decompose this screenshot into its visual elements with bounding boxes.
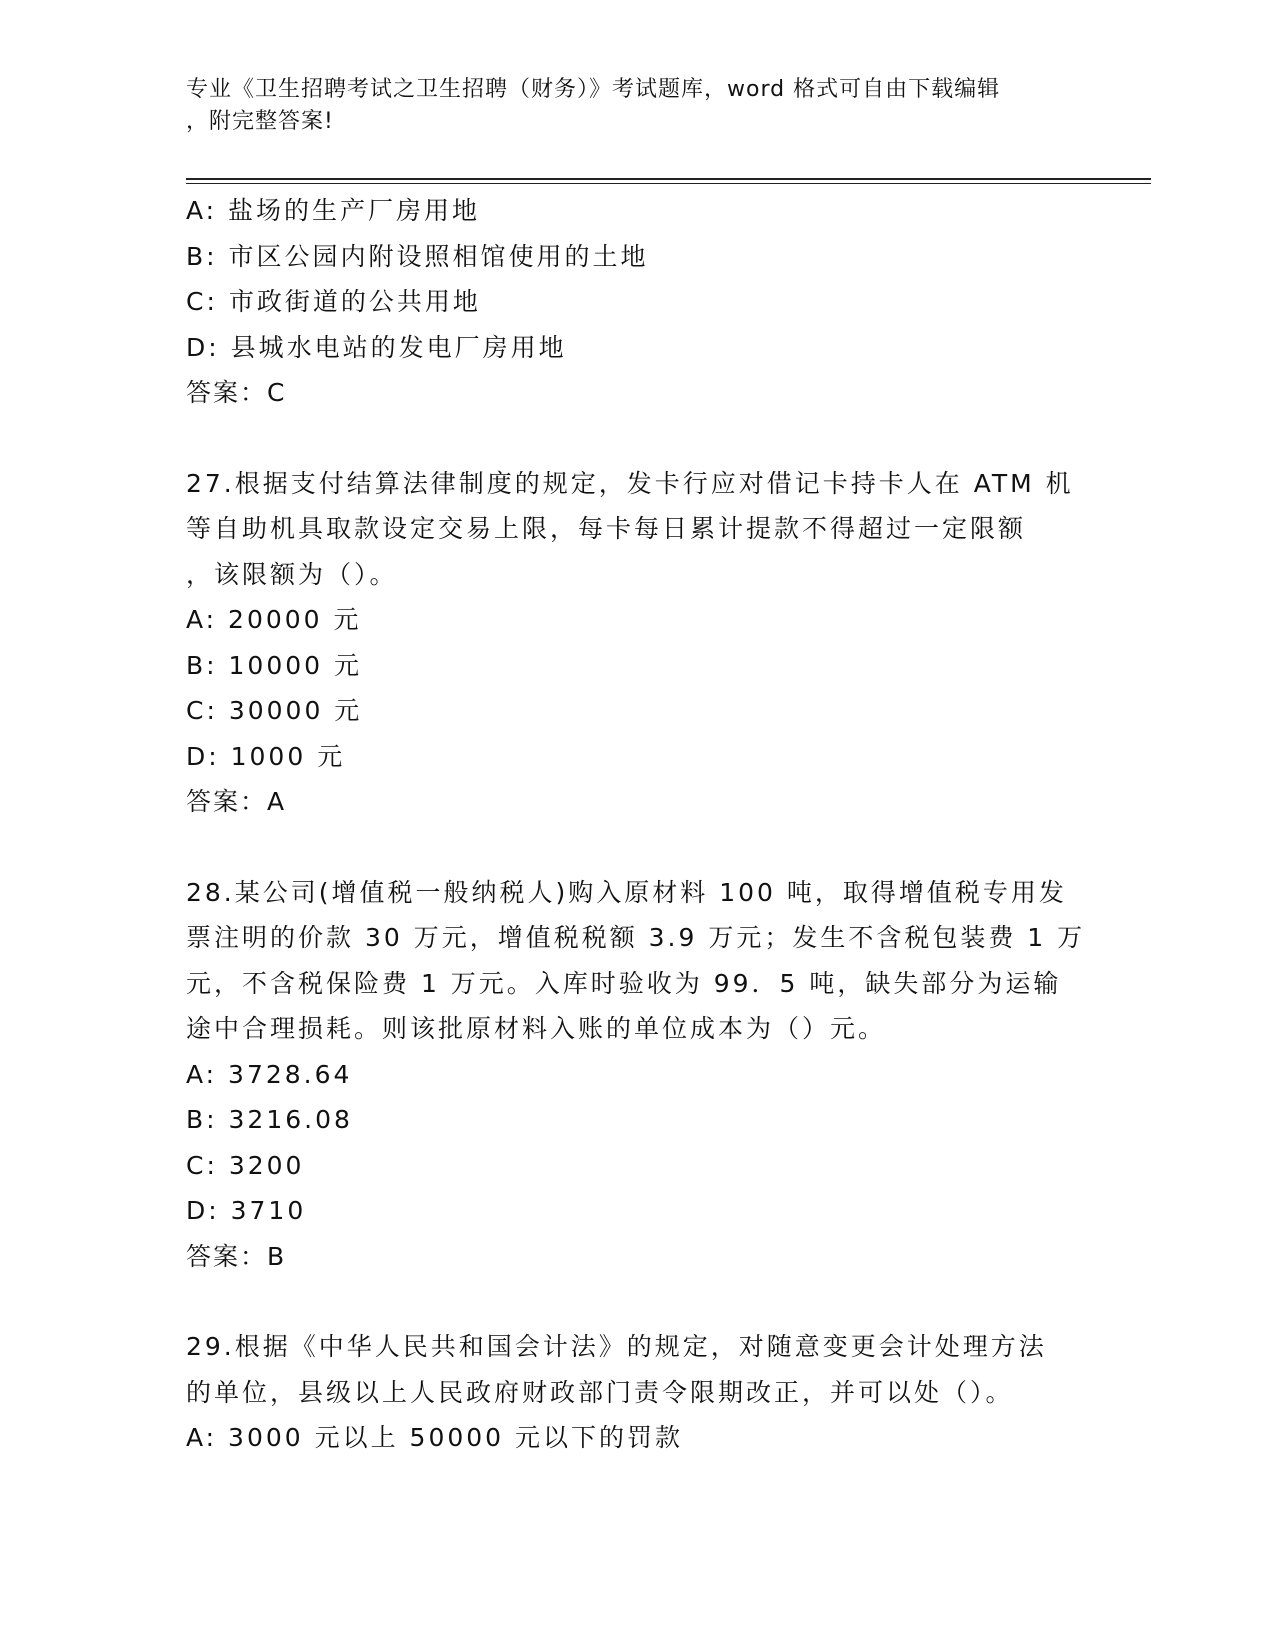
option-b: B: 市区公园内附设照相馆使用的土地: [186, 241, 649, 271]
question-text-line: ，该限额为（）。: [186, 559, 398, 589]
option-c: C: 市政街道的公共用地: [186, 287, 481, 316]
option-a: A: 3728.64: [186, 1059, 353, 1089]
option-d: D: 3710: [186, 1196, 307, 1225]
question-28: [186, 870, 1086, 1280]
option-a: A: 3000 元以上 50000 元以下的罚款: [186, 1423, 684, 1452]
spacer: [186, 1279, 1086, 1324]
question-27: [186, 461, 1086, 825]
question-text-line: 元，不含税保险费 1 万元。入库时验收为 99．5 吨，缺失部分为运输: [186, 968, 1062, 998]
option-b: B: 3216.08: [186, 1105, 353, 1134]
answer-line: 答案：A: [186, 787, 287, 816]
question-26: [186, 188, 1086, 416]
header-rule-thick: [186, 178, 1151, 180]
option-c: C: 3200: [186, 1150, 305, 1180]
answer-line: 答案：B: [186, 1241, 287, 1271]
question-text-line: 票注明的价款 30 万元，增值税税额 3.9 万元；发生不含税包装费 1 万: [186, 923, 1086, 952]
question-list: [186, 188, 1086, 1461]
option-d: D: 1000 元: [186, 741, 346, 771]
question-text-line: 等自助机具取款设定交易上限，每卡每日累计提款不得超过一定限额: [186, 514, 1027, 543]
question-text-line: 29.根据《中华人民共和国会计法》的规定，对随意变更会计处理方法: [186, 1332, 1047, 1361]
answer-line: 答案：C: [186, 378, 287, 407]
option-d: D: 县城水电站的发电厂房用地: [186, 332, 567, 362]
question-text-line: 的单位，县级以上人民政府财政部门责令限期改正，并可以处（）。: [186, 1377, 1014, 1407]
question-text-line: 28.某公司(增值税一般纳税人)购入原材料 100 吨，取得增值税专用发: [186, 877, 1067, 907]
spacer: [186, 825, 1086, 870]
spacer: [186, 416, 1086, 461]
question-text-line: 27.根据支付结算法律制度的规定，发卡行应对借记卡持卡人在 ATM 机: [186, 468, 1074, 498]
header-line-2: ，附完整答案!: [186, 109, 334, 134]
document-header: [186, 74, 1066, 138]
question-29: [186, 1324, 1086, 1461]
header-line-1: 专业《卫生招聘考试之卫生招聘（财务）》考试题库，word 格式可自由下载编辑: [186, 77, 1001, 102]
option-c: C: 30000 元: [186, 696, 363, 725]
option-a: A: 20000 元: [186, 605, 362, 634]
question-text-line: 途中合理损耗。则该批原材料入账的单位成本为（）元。: [186, 1014, 887, 1043]
option-b: B: 10000 元: [186, 650, 362, 680]
header-rule-thin: [186, 183, 1151, 184]
option-a: A: 盐场的生产厂房用地: [186, 196, 481, 225]
